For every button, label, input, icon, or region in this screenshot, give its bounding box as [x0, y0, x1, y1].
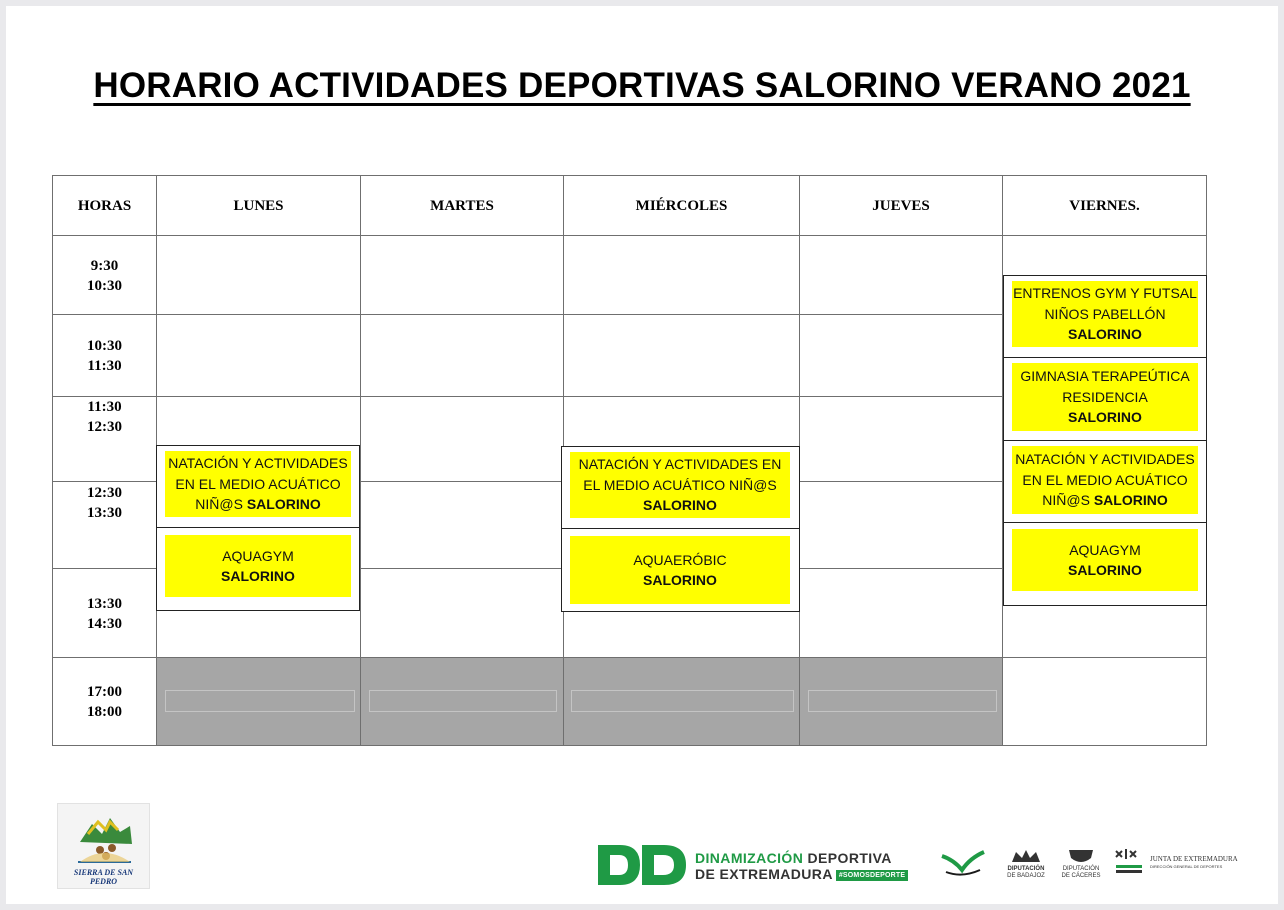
dd-title: [695, 850, 892, 866]
table-border-bottom: [52, 745, 1207, 746]
junta-crest-icon: [1112, 847, 1146, 877]
time-slot: [53, 483, 156, 523]
activity-place: SALORINO: [1068, 562, 1142, 578]
caceres-logo-text: [1054, 866, 1108, 880]
swimmer-logo-icon: [940, 850, 986, 878]
time-end: 14:30: [87, 616, 122, 632]
time-slot: [53, 682, 156, 722]
dd-logo-icon: [596, 843, 690, 887]
time-end: 18:00: [87, 704, 122, 720]
dd-title-b: DEPORTIVA: [803, 850, 892, 866]
activity-text: ENTRENOS GYM Y FUTSAL: [1013, 285, 1197, 302]
dd-hashtag: #SOMOSDEPORTE: [836, 870, 908, 881]
time-end: 10:30: [87, 278, 122, 294]
dd-title-a: DINAMIZACIÓN: [695, 850, 804, 866]
activity-place: SALORINO: [246, 496, 321, 513]
activity-lunes-natacion: [156, 445, 360, 529]
activity-text: EL MEDIO ACUÁTICO NIÑ@S: [583, 476, 777, 493]
time-slot: [53, 397, 156, 437]
activity-lunes-aquagym: [156, 527, 360, 611]
activity-text: NIÑOS PABELLÓN: [1044, 305, 1166, 322]
time-end: 12:30: [87, 419, 122, 435]
caceres-line1: DIPUTACIÓN: [1062, 866, 1100, 872]
activity-viernes-gym-futsal: [1003, 275, 1207, 358]
header-jueves: JUEVES: [872, 197, 930, 214]
dd-subtitle: [695, 866, 908, 882]
row-line: [52, 396, 1003, 397]
activity-viernes-gimnasia: [1003, 357, 1207, 441]
header-miercoles: MIÉRCOLES: [635, 197, 728, 214]
header-horas: HORAS: [77, 197, 132, 214]
junta-line1: JUNTA DE EXTREMADURA: [1150, 855, 1238, 863]
activity-text: NATACIÓN Y ACTIVIDADES: [168, 455, 348, 472]
activity-text: AQUAGYM: [1069, 541, 1141, 558]
page-title: HORARIO ACTIVIDADES DEPORTIVAS SALORINO VERANO 2021: [93, 66, 1191, 105]
activity-place: SALORINO: [1068, 326, 1142, 343]
dd-subtitle-text: DE EXTREMADURA: [695, 866, 833, 882]
time-slot: [53, 336, 156, 376]
activity-place: SALORINO: [221, 568, 295, 584]
activity-viernes-natacion: [1003, 440, 1207, 524]
time-start: 17:00: [87, 684, 122, 700]
time-end: 11:30: [87, 358, 122, 374]
activity-miercoles-aquaerobic: [561, 528, 800, 612]
activity-place: SALORINO: [643, 497, 717, 514]
activity-text: GIMNASIA TERAPEÚTICA: [1020, 368, 1190, 385]
badajoz-logo-text: [998, 866, 1054, 880]
activity-text: NATACIÓN Y ACTIVIDADES: [1015, 451, 1195, 468]
grey-inner-miercoles: [571, 690, 794, 712]
activity-place: SALORINO: [1068, 409, 1142, 426]
row-line: [52, 657, 1207, 658]
time-slot: [53, 594, 156, 634]
header-lunes: LUNES: [233, 197, 284, 214]
badajoz-line1: DIPUTACIÓN: [1007, 866, 1045, 872]
junta-logo-text: [1150, 856, 1242, 870]
time-start: 9:30: [90, 258, 119, 274]
time-start: 10:30: [87, 338, 122, 354]
activity-place: SALORINO: [643, 572, 717, 588]
grey-inner-jueves: [808, 690, 997, 712]
caceres-crest-icon: [1066, 847, 1096, 865]
activity-text: NATACIÓN Y ACTIVIDADES EN: [578, 456, 782, 473]
badajoz-crest-icon: [1008, 848, 1044, 864]
activity-viernes-aquagym: [1003, 522, 1207, 606]
time-start: 13:30: [87, 596, 122, 612]
sierra-san-pedro-logo: [57, 803, 150, 889]
activity-text: AQUAGYM: [222, 547, 294, 564]
activity-text: RESIDENCIA: [1062, 388, 1148, 405]
activity-miercoles-natacion: [561, 446, 800, 530]
activity-text: EN EL MEDIO ACUÁTICO: [175, 475, 341, 492]
time-end: 13:30: [87, 505, 122, 521]
time-start: 12:30: [87, 485, 122, 501]
header-martes: MARTES: [430, 197, 494, 214]
grey-inner-lunes: [165, 690, 355, 712]
activity-place: SALORINO: [1093, 492, 1168, 509]
junta-line2: DIRECCIÓN GENERAL DE DEPORTES: [1150, 864, 1223, 869]
header-viernes: VIERNES.: [1069, 197, 1140, 214]
sierra-logo-text: SIERRA DE SAN PEDRO: [73, 868, 134, 886]
activity-text: EN EL MEDIO ACUÁTICO: [1022, 471, 1188, 488]
badajoz-line2: DE BADAJOZ: [1007, 873, 1045, 879]
activity-text: NIÑ@S: [1042, 492, 1090, 509]
col-line: [360, 175, 361, 746]
row-line: [52, 314, 1003, 315]
grey-inner-martes: [369, 690, 557, 712]
time-start: 11:30: [87, 399, 122, 415]
caceres-line2: DE CÁCERES: [1061, 873, 1101, 879]
activity-text: AQUAERÓBIC: [633, 551, 727, 568]
time-slot: [53, 256, 156, 296]
activity-text: NIÑ@S: [195, 496, 243, 513]
